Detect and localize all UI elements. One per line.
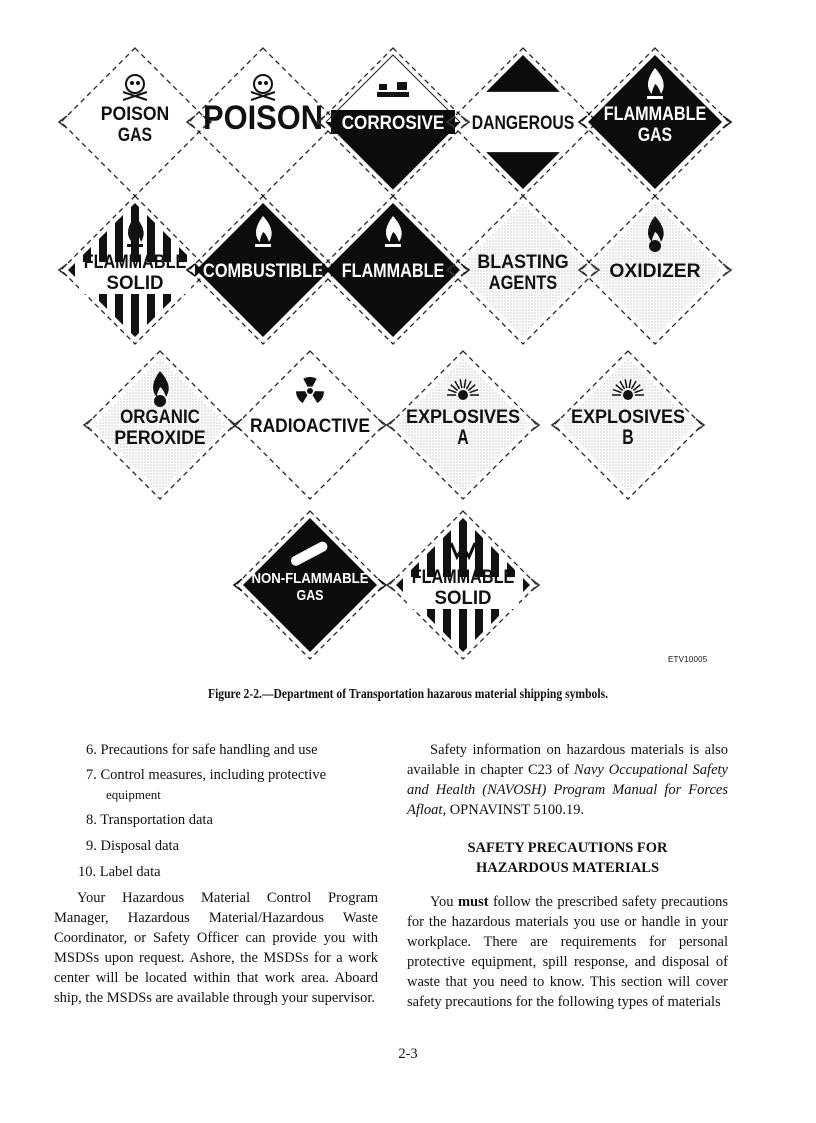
- chevron-left-icon: [234, 419, 242, 431]
- chevron-left-icon: [59, 264, 67, 276]
- skull-icon: [251, 75, 275, 100]
- radiation-icon: [296, 377, 324, 403]
- chevron-left-icon: [84, 419, 92, 431]
- chevron-left-icon: [187, 116, 195, 128]
- section-heading: SAFETY PRECAUTIONS FOR HAZARDOUS MATERIALS: [467, 840, 668, 876]
- placard-label: COMBUSTIBLE: [203, 261, 323, 282]
- placard-label: A: [457, 426, 469, 449]
- placard-label: PEROXIDE: [114, 428, 206, 449]
- placard-label: AGENTS: [488, 273, 558, 294]
- placard-non-flammable-gas: [228, 507, 392, 663]
- list-item: 7. Control measures, including protective equipment: [86, 767, 327, 802]
- chevron-left-icon: [579, 264, 587, 276]
- placard-organic-peroxide: [78, 347, 242, 503]
- placard-label: GAS: [117, 125, 153, 146]
- intro-paragraph: Safety information on hazardous materials is also available in chapter C23 of Navy Occupational Safety and Health (NAVOSH) Program Manual for Forces Afloat, OPNAVINST 5100.19.: [407, 742, 728, 818]
- placard-label: FLAMMABLE: [83, 252, 187, 273]
- placard-label: ORGANIC: [120, 407, 201, 428]
- placard-explosives-b: [546, 347, 710, 503]
- chevron-left-icon: [387, 579, 395, 591]
- placard-label: FLAMMABLE: [603, 104, 707, 125]
- chevron-left-icon: [579, 116, 587, 128]
- chevron-right-icon: [723, 116, 731, 128]
- placard-label: DANGEROUS: [471, 113, 575, 134]
- chevron-right-icon: [696, 419, 704, 431]
- placard-flammable-solid: [381, 507, 545, 663]
- list-item: 9. Disposal data: [86, 838, 180, 854]
- placard-oxidizer: [573, 192, 737, 348]
- skull-icon: [123, 75, 147, 100]
- chevron-left-icon: [59, 116, 67, 128]
- chevron-left-icon: [317, 116, 325, 128]
- figure-caption: Figure 2-2.—Department of Transportation hazarous material shipping symbols.: [207, 686, 609, 701]
- placard-label: RADIOACTIVE: [250, 416, 370, 437]
- manual-title: Navy Occupational Safety and Health (NAVOSH) Program Manual for Forces Afloat,: [407, 762, 728, 818]
- list-item: 10. Label data: [78, 864, 161, 880]
- placard-label: OXIDIZER: [609, 261, 701, 282]
- chevron-right-icon: [723, 264, 731, 276]
- chevron-left-icon: [317, 264, 325, 276]
- placard-label: EXPLOSIVES: [571, 407, 685, 428]
- placard-label: EXPLOSIVES: [406, 407, 520, 428]
- plate-id: ETV10005: [668, 655, 708, 664]
- placard-label: POISON: [100, 104, 170, 125]
- placard-label: SOLID: [106, 273, 164, 294]
- placard-radioactive: [228, 347, 392, 503]
- chevron-left-icon: [387, 419, 395, 431]
- chevron-left-icon: [187, 264, 195, 276]
- placard-label: GAS: [637, 125, 673, 146]
- right-column: [407, 740, 728, 1012]
- chevron-left-icon: [447, 264, 455, 276]
- placard-flammable-gas: [573, 44, 737, 200]
- chevron-right-icon: [531, 579, 539, 591]
- placard-explosives-a: [381, 347, 545, 503]
- placard-label: SOLID: [434, 588, 492, 609]
- chevron-right-icon: [531, 419, 539, 431]
- placard-label: POISON: [203, 99, 323, 137]
- list-item: 6. Precautions for safe handling and use: [86, 742, 318, 758]
- placard-label: NON-FLAMMABLE: [251, 570, 369, 587]
- placard-label: CORROSIVE: [341, 113, 445, 134]
- placard-label: GAS: [296, 587, 324, 604]
- page-number: 2-3: [398, 1046, 418, 1062]
- emphasis: must: [457, 894, 489, 910]
- chevron-left-icon: [552, 419, 560, 431]
- chevron-left-icon: [234, 579, 242, 591]
- chevron-left-icon: [447, 116, 455, 128]
- left-column: [54, 740, 378, 1008]
- placard-label: FLAMMABLE: [411, 567, 515, 588]
- placard-label: FLAMMABLE: [341, 261, 445, 282]
- list-item: 8. Transportation data: [86, 812, 213, 828]
- body-paragraph: You must follow the prescribed safety precautions for the hazardous materials you use or handle in your workplace. There are requirements for personal protective equipment, spill response, and disposal of waste that you need to know. This section will cover safety precautions for the following types of materials: [407, 894, 728, 1010]
- placard-label: BLASTING: [477, 252, 569, 273]
- body-paragraph: Your Hazardous Material Control Program Manager, Hazardous Material/Hazardous Waste Coordinator, or Safety Officer can provide you with MSDSs upon request. Ashore, the MSDSs for a work center will be located within that work area. Aboard ship, the MSDSs are available through your supervisor.: [54, 890, 378, 1006]
- placard-label: B: [622, 426, 634, 449]
